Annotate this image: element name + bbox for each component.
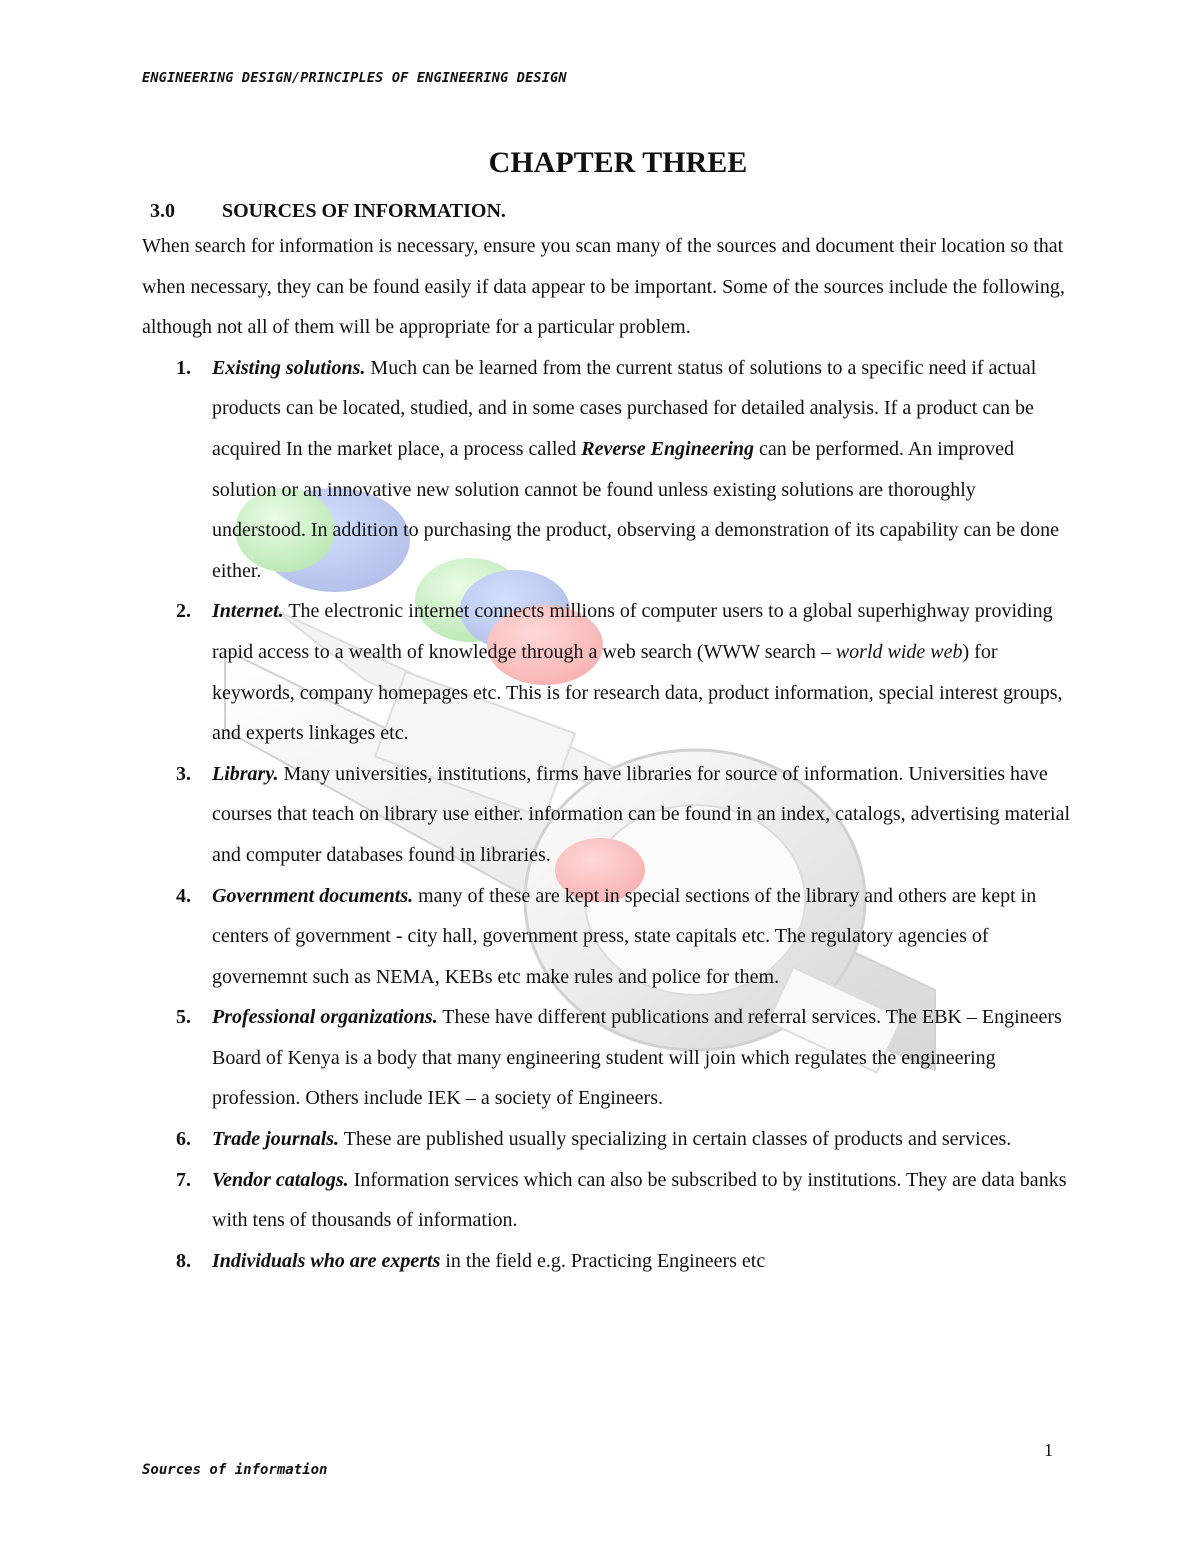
- list-item: [142, 1241, 1072, 1282]
- list-item-number: 3.: [176, 762, 191, 785]
- section-number: 3.0: [150, 200, 175, 222]
- list-item-number: 2.: [176, 600, 191, 623]
- list-item-text: ) for keywords, company homepages etc. This is for research data, product information, special interest groups, and experts linkages etc.: [212, 640, 1063, 745]
- list-item-text: Information services which can also be subscribed to by institutions. They are data banks with tens of thousands of information.: [212, 1168, 1067, 1232]
- list-item-number: 6.: [176, 1128, 191, 1151]
- list-item-term: Professional organizations.: [212, 1006, 438, 1029]
- list-item-text: These have different publications and referral services. The EBK – Engineers Board of Kenya is a body that many engineering student will join which regulates the engineering profession. Others include IEK – a society of Engineers.: [212, 1006, 1062, 1110]
- page-number: 1: [1044, 1440, 1053, 1460]
- list-item-number: 1.: [176, 356, 191, 379]
- list-item: [142, 876, 1072, 998]
- list-item: [142, 1160, 1072, 1241]
- list-item: [142, 348, 1072, 592]
- section-title: SOURCES OF INFORMATION.: [222, 200, 506, 222]
- main-content: [142, 140, 1072, 1281]
- list-item: [142, 591, 1072, 753]
- list-item-number: 7.: [176, 1168, 191, 1191]
- list-item: [142, 754, 1072, 876]
- list-item-term: Government documents.: [212, 884, 414, 907]
- list-item-emphasis: Reverse Engineering: [581, 437, 755, 460]
- list-item-text: many of these are kept in special sections of the library and others are kept in centers of government - city hall, government press, state capitals etc. The regulatory agencies of governemnt such as NEMA, KEBs etc make rules and police for them.: [212, 884, 1037, 988]
- list-item-text: can be performed. An improved solution or an innovative new solution cannot be found unless existing solutions are thoroughly understood. In addition to purchasing the product, observing a demonstration of its capability can be done either.: [212, 437, 1060, 582]
- list-item-term: Internet.: [212, 600, 284, 623]
- running-header: ENGINEERING DESIGN/PRINCIPLES OF ENGINEERING DESIGN: [142, 70, 567, 86]
- list-item-term: Library.: [212, 762, 279, 785]
- list-item: [142, 1119, 1072, 1160]
- list-item-term: Individuals who are experts: [212, 1249, 441, 1272]
- list-item-number: 5.: [176, 1006, 191, 1029]
- list-item-emphasis: world wide web: [835, 640, 963, 663]
- chapter-title: CHAPTER THREE: [488, 146, 748, 179]
- list-item-text: Much can be learned from the current status of solutions to a specific need if actual products can be located, studied, and in some cases purchased for detailed analysis. If a product can be acquired In the market place, a process called: [212, 356, 1037, 460]
- list-item-text: in the field e.g. Practicing Engineers etc: [440, 1249, 766, 1272]
- list-item-text: The electronic internet connects millions of computer users to a global superhighway providing rapid access to a wealth of knowledge through a web search (WWW search –: [212, 600, 1053, 663]
- list-item-text: These are published usually specializing in certain classes of products and services.: [339, 1128, 1012, 1151]
- section-heading: [150, 196, 1072, 226]
- list-item-term: Trade journals.: [212, 1128, 340, 1151]
- list-item-term: Existing solutions.: [212, 356, 366, 379]
- list-item: [142, 997, 1072, 1119]
- list-item-number: 4.: [176, 884, 191, 907]
- list-item-number: 8.: [176, 1249, 191, 1272]
- list-item-text: Many universities, institutions, firms have libraries for source of information. Universities have courses that teach on library use either. information can be found in an index, catalogs, advertising material and computer databases found in libraries.: [212, 762, 1071, 866]
- list-item-term: Vendor catalogs.: [212, 1168, 349, 1191]
- sources-list: [142, 348, 1072, 1282]
- running-footer: Sources of information: [142, 1462, 328, 1478]
- intro-paragraph: When search for information is necessary, ensure you scan many of the sources and document their location so that when necessary, they can be found easily if data appear to be important. Some of the sources include the following, although not all of them will be appropriate for a particular problem.: [142, 235, 1065, 339]
